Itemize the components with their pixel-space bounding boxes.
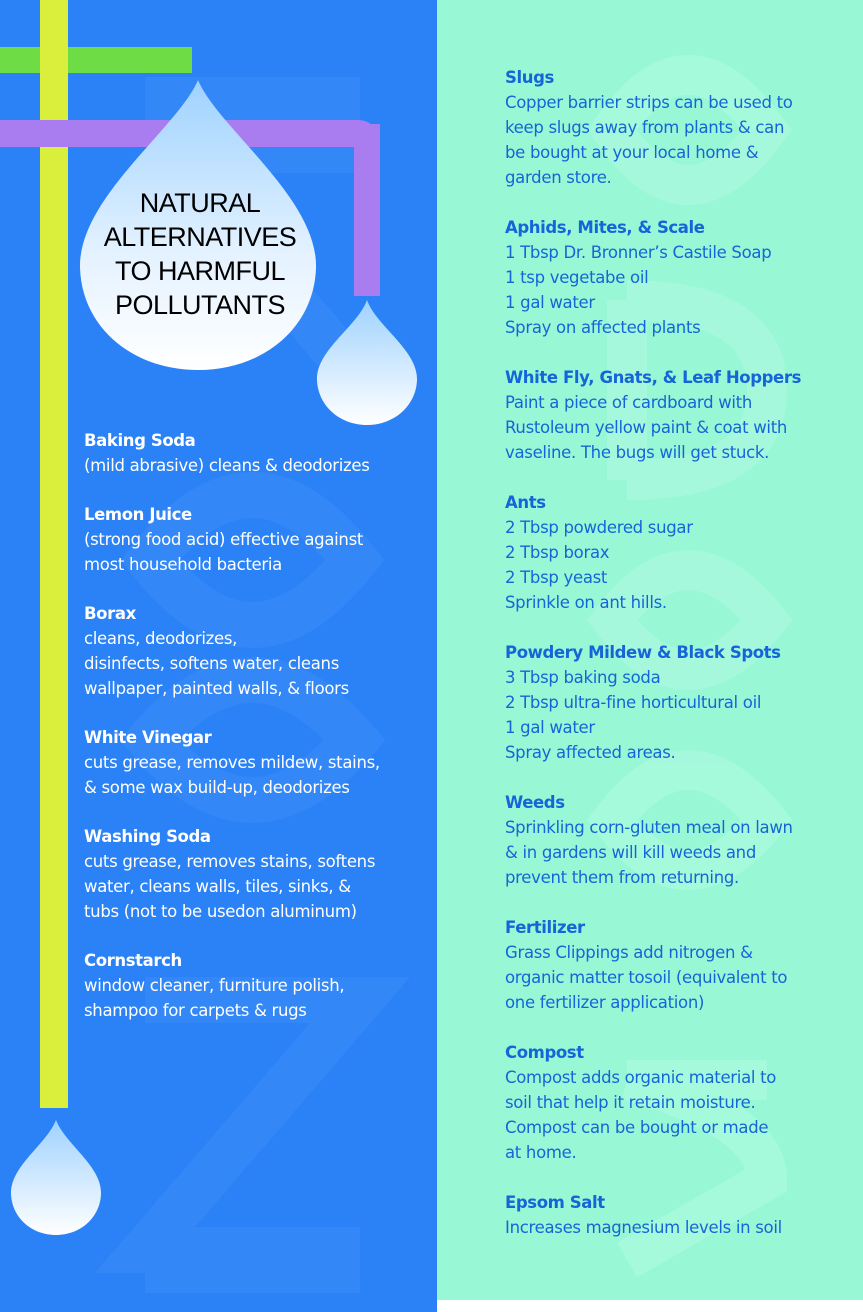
outdoor-item-title: Powdery Mildew & Black Spots: [505, 643, 781, 662]
outdoor-item: [505, 490, 845, 615]
indoor-item-text: cuts grease, removes mildew, stains,: [84, 753, 380, 772]
indoor-item: [84, 502, 414, 577]
outdoor-item-text: Spray affected areas.: [505, 743, 676, 762]
water-drop-icon: [314, 298, 420, 428]
outdoor-item-text: 2 Tbsp yeast: [505, 568, 608, 587]
outdoor-item-text: Sprinkling corn-gluten meal on lawn: [505, 818, 793, 837]
indoor-item: [84, 428, 414, 478]
indoor-item: [84, 824, 414, 924]
outdoor-item-text: one fertilizer application): [505, 993, 705, 1012]
indoor-item-title: Washing Soda: [84, 827, 211, 846]
page-title: [86, 186, 314, 322]
title-line: POLLUTANTS: [114, 290, 286, 320]
yellow-pipe: [40, 0, 68, 1108]
outdoor-item-title: Aphids, Mites, & Scale: [505, 218, 705, 237]
indoor-item-title: Baking Soda: [84, 431, 196, 450]
indoor-item-title: Lemon Juice: [84, 505, 192, 524]
outdoor-panel: [437, 0, 863, 1312]
outdoor-item-text: at home.: [505, 1143, 577, 1162]
outdoor-item: [505, 215, 845, 340]
outdoor-item-text: Sprinkle on ant hills.: [505, 593, 667, 612]
outdoor-item-text: 1 gal water: [505, 718, 595, 737]
outdoor-item-text: Paint a piece of cardboard with: [505, 393, 753, 412]
outdoor-item-text: Copper barrier strips can be used to: [505, 93, 793, 112]
outdoor-item-text: 2 Tbsp ultra-fine horticultural oil: [505, 693, 762, 712]
outdoor-item-text: Compost can be bought or made: [505, 1118, 769, 1137]
indoor-item-text: cuts grease, removes stains, softens: [84, 852, 376, 871]
outdoor-item: [505, 365, 845, 465]
outdoor-item-title: Fertilizer: [505, 918, 585, 937]
outdoor-item-text: keep slugs away from plants & can: [505, 118, 785, 137]
indoor-item-title: Borax: [84, 604, 136, 623]
outdoor-item-title: Weeds: [505, 793, 565, 812]
outdoor-item-text: Rustoleum yellow paint & coat with: [505, 418, 788, 437]
outdoor-item-text: Spray on affected plants: [505, 318, 701, 337]
indoor-item-text: (mild abrasive) cleans & deodorizes: [84, 456, 370, 475]
title-line: ALTERNATIVES: [103, 222, 297, 252]
title-line: TO HARMFUL: [114, 256, 285, 286]
outdoor-item-title: Ants: [505, 493, 546, 512]
indoor-item-title: Cornstarch: [84, 951, 182, 970]
outdoor-item-text: organic matter tosoil (equivalent to: [505, 968, 788, 987]
outdoor-item-text: 2 Tbsp powdered sugar: [505, 518, 693, 537]
outdoor-item-text: 1 gal water: [505, 293, 595, 312]
outdoor-item: [505, 790, 845, 890]
indoor-item: [84, 601, 414, 701]
outdoor-remedies-list: [505, 65, 845, 1265]
outdoor-item-text: prevent them from returning.: [505, 868, 739, 887]
indoor-item-text: water, cleans walls, tiles, sinks, &: [84, 877, 351, 896]
outdoor-item-text: Grass Clippings add nitrogen &: [505, 943, 753, 962]
indoor-item-text: shampoo for carpets & rugs: [84, 1001, 307, 1020]
indoor-item-text: & some wax build-up, deodorizes: [84, 778, 350, 797]
indoor-item-text: disinfects, softens water, cleans: [84, 654, 339, 673]
bottom-border: [437, 1300, 863, 1312]
outdoor-item: [505, 640, 845, 765]
outdoor-item-title: White Fly, Gnats, & Leaf Hoppers: [505, 368, 801, 387]
outdoor-item-text: vaseline. The bugs will get stuck.: [505, 443, 770, 462]
outdoor-item-title: Compost: [505, 1043, 584, 1062]
indoor-alternatives-list: [84, 428, 414, 1047]
indoor-item-text: most household bacteria: [84, 555, 282, 574]
outdoor-item-text: 2 Tbsp borax: [505, 543, 610, 562]
indoor-item: [84, 725, 414, 800]
outdoor-item-text: & in gardens will kill weeds and: [505, 843, 757, 862]
indoor-item-text: window cleaner, furniture polish,: [84, 976, 345, 995]
green-pipe: [0, 47, 192, 73]
outdoor-item-text: Compost adds organic material to: [505, 1068, 777, 1087]
outdoor-item-text: 1 tsp vegetabe oil: [505, 268, 649, 287]
outdoor-item-text: soil that help it retain moisture.: [505, 1093, 756, 1112]
outdoor-item-text: 1 Tbsp Dr. Bronner’s Castile Soap: [505, 243, 772, 262]
purple-pipe-vertical: [354, 124, 380, 296]
outdoor-item-text: 3 Tbsp baking soda: [505, 668, 661, 687]
title-line: NATURAL: [139, 188, 261, 218]
indoor-item-text: (strong food acid) effective against: [84, 530, 364, 549]
outdoor-item: [505, 1040, 845, 1165]
indoor-item-text: wallpaper, painted walls, & floors: [84, 679, 349, 698]
outdoor-item-title: Epsom Salt: [505, 1193, 605, 1212]
outdoor-item: [505, 65, 845, 190]
outdoor-item: [505, 915, 845, 1015]
outdoor-item-text: garden store.: [505, 168, 612, 187]
indoor-item: [84, 948, 414, 1023]
indoor-item-text: tubs (not to be usedon aluminum): [84, 902, 357, 921]
outdoor-item: [505, 1190, 845, 1240]
outdoor-item-title: Slugs: [505, 68, 554, 87]
indoor-item-text: cleans, deodorizes,: [84, 629, 238, 648]
outdoor-item-text: be bought at your local home &: [505, 143, 759, 162]
indoor-item-title: White Vinegar: [84, 728, 212, 747]
water-drop-icon: [8, 1118, 104, 1238]
outdoor-item-text: Increases magnesium levels in soil: [505, 1218, 782, 1237]
